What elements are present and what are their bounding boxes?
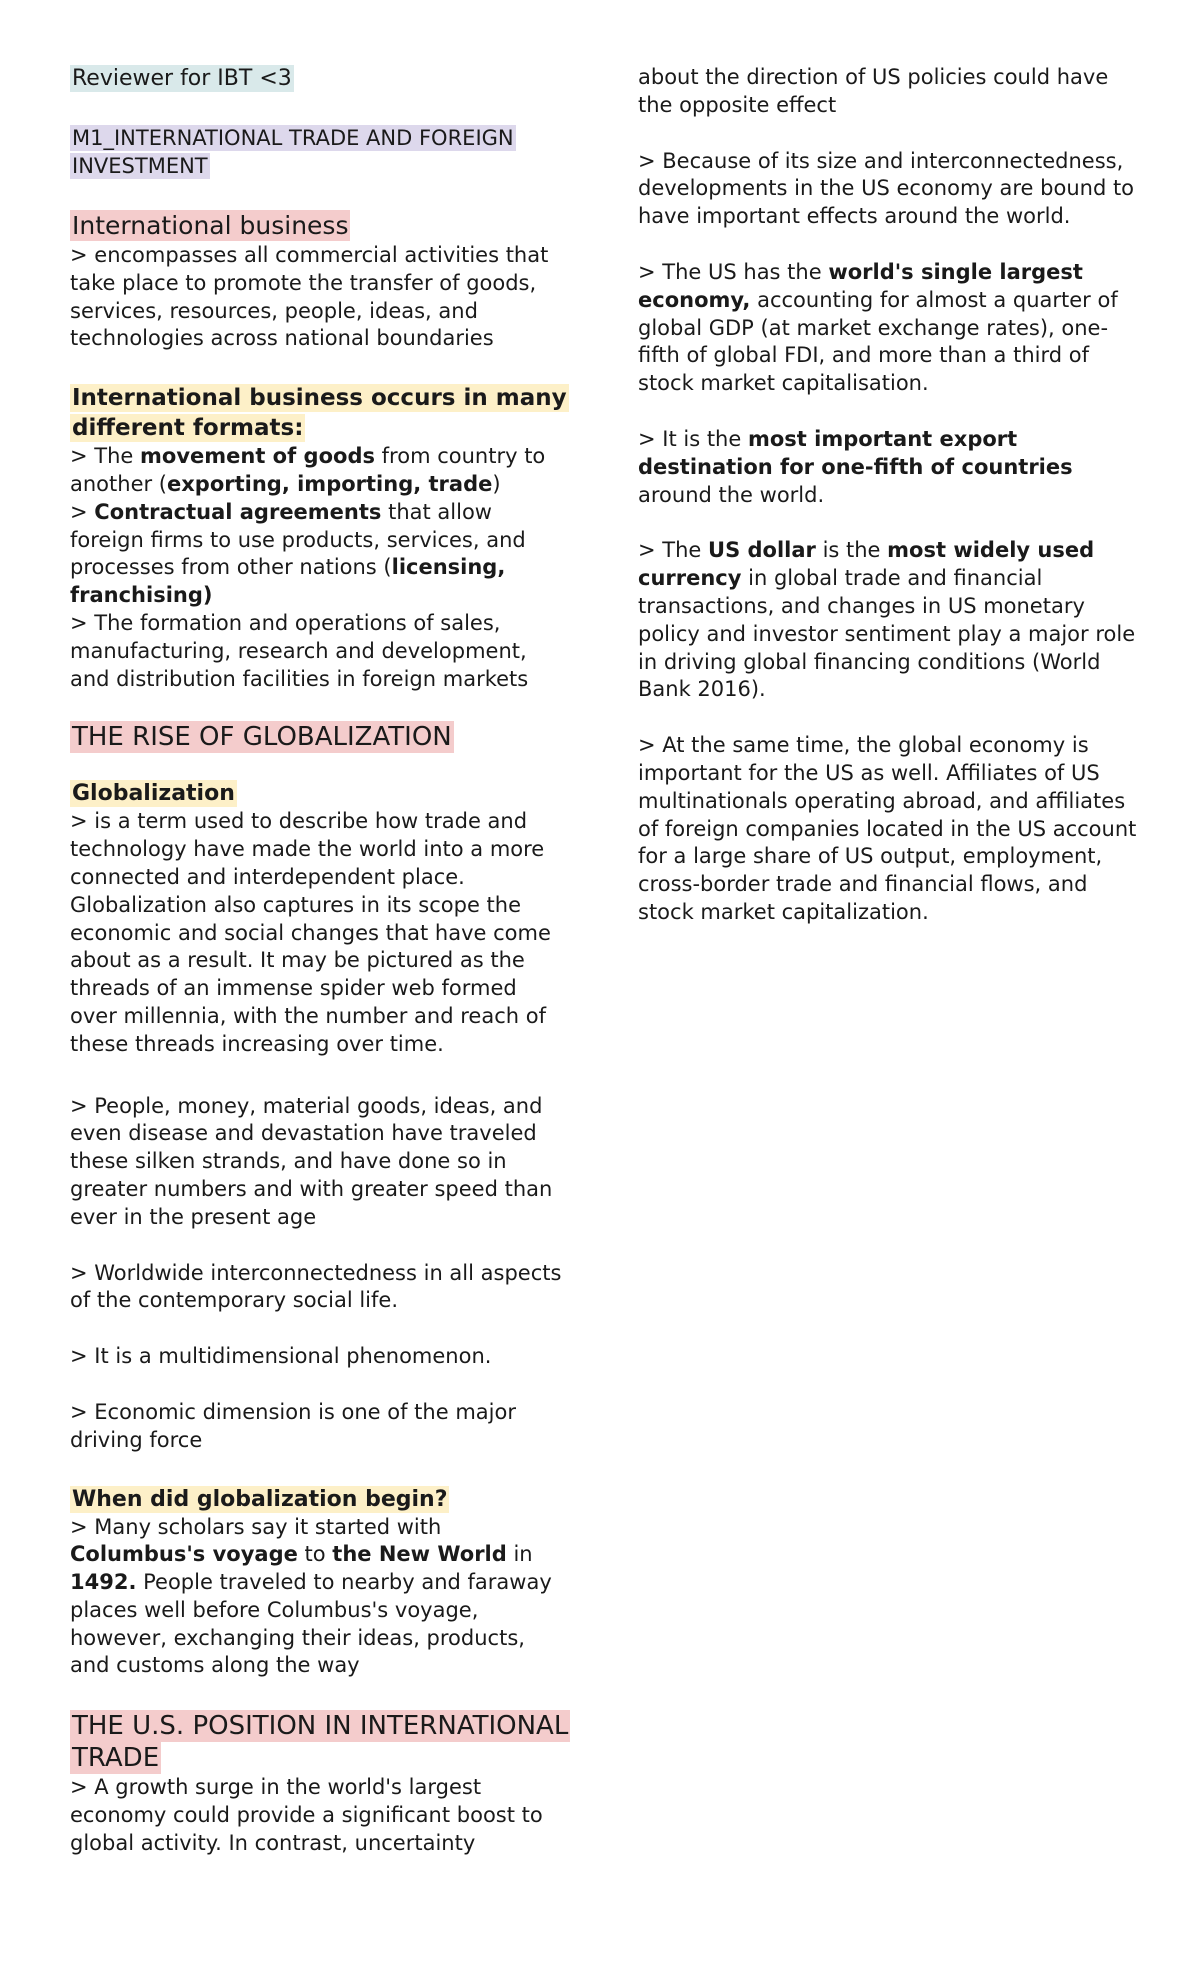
- bold-run: Columbus's voyage: [70, 1542, 298, 1567]
- format-item-contracts: [70, 499, 570, 610]
- text-run: > Many scholars say it started with: [70, 1514, 442, 1539]
- format-item-facilities: > The formation and operations of sales, manufacturing, research and development, and distribution facilities in foreign markets: [70, 610, 529, 691]
- begin-heading: [70, 1485, 570, 1514]
- bold-run: Contractual agreements: [94, 499, 382, 524]
- text-run: ): [492, 471, 501, 496]
- bold-run: most widely used currency: [638, 538, 1095, 591]
- globalization-definition: > is a term used to describe how trade and technology have made the world into a more connected and interdependent place. Globalization also captures in its scope the economic and social changes that have come about as a result. It may be pictured as the threads of an immense spider web formed over millennia, with the number and reach of these threads increasing over time.: [70, 809, 551, 1056]
- document-title: [70, 64, 570, 94]
- text-run: from country to another (: [70, 444, 546, 496]
- right-column: [638, 64, 1138, 927]
- ib-heading: [70, 210, 570, 242]
- text-run: >: [70, 499, 95, 524]
- globalization-paragraph: > People, money, material goods, ideas, and even disease and devastation have traveled these silken strands, and have done so in greater numbers and with greater speed than ever in the present age: [70, 1093, 553, 1229]
- rise-heading: [70, 721, 570, 753]
- text-run: is the: [815, 538, 888, 563]
- text-run: > The: [70, 444, 141, 469]
- text-run: in: [506, 1542, 533, 1567]
- left-column: [70, 64, 570, 1858]
- us-position-heading-text: THE U.S. POSITION IN INTERNATIONAL TRADE: [72, 1711, 569, 1774]
- module-heading-text: M1_INTERNATIONAL TRADE AND FOREIGN INVESTMENT: [72, 126, 514, 178]
- ib-heading-text: International business: [72, 211, 349, 240]
- bold-run: US dollar: [708, 538, 816, 563]
- text-run: around the world.: [638, 482, 825, 507]
- text-run: in global trade and financial transactions, and changes in US monetary policy and investor sentiment play a major role in driving global financing conditions (World Bank 2016).: [638, 566, 1136, 702]
- bold-run: exporting, importing, trade: [167, 471, 493, 496]
- bold-run: most important export destination for one-fifth of countries: [638, 426, 1073, 479]
- ib-definition: > encompasses all commercial activities that take place to promote the transfer of goods, services, resources, people, ideas, and technologies across national boundaries: [70, 243, 549, 351]
- bold-run: the New World: [332, 1542, 507, 1567]
- globalization-paragraph: > Worldwide interconnectedness in all aspects of the contemporary social life.: [70, 1260, 562, 1313]
- bold-run: movement of goods: [140, 444, 375, 469]
- us-paragraph: > At the same time, the global economy is important for the US as well. Affiliates of US multinationals operating abroad, and affiliates of foreign companies located in the US account for a large share of US output, employment, cross-border trade and financial flows, and stock market capitalization.: [638, 733, 1137, 924]
- globalization-paragraph: > It is a multidimensional phenomenon.: [70, 1344, 492, 1369]
- us-paragraph: [638, 426, 1138, 509]
- document-title-text: Reviewer for IBT <3: [72, 66, 292, 91]
- globalization-paragraph: > Economic dimension is one of the major driving force: [70, 1399, 516, 1452]
- globalization-heading: [70, 779, 570, 808]
- begin-paragraph: [70, 1514, 570, 1681]
- us-paragraph: [638, 259, 1138, 398]
- us-paragraph: > A growth surge in the world's largest economy could provide a significant boost to global activity. In contrast, uncertainty: [70, 1775, 543, 1855]
- rise-heading-text: THE RISE OF GLOBALIZATION: [72, 722, 452, 753]
- text-run: People traveled to nearby and faraway places well before Columbus's voyage, however, exchanging their ideas, products, and customs along the way: [70, 1570, 552, 1678]
- globalization-heading-text: Globalization: [72, 781, 235, 807]
- text-run: accounting for almost a quarter of global GDP (at market exchange rates), one-fifth of global FDI, and more than a third of stock market capitalisation.: [638, 287, 1118, 396]
- text-run: > It is the: [638, 426, 748, 451]
- us-paragraph: [638, 537, 1138, 704]
- us-position-heading: [70, 1710, 570, 1774]
- module-heading: [70, 124, 570, 180]
- formats-heading-text: International business occurs in many different formats:: [72, 385, 567, 442]
- text-run: to: [297, 1542, 333, 1567]
- bold-run: licensing, franchising): [70, 555, 506, 608]
- begin-heading-text: When did globalization begin?: [72, 1486, 448, 1512]
- text-run: > The US has the: [638, 259, 829, 284]
- bold-run: world's single largest economy,: [638, 259, 1083, 312]
- text-run: > The: [638, 538, 709, 563]
- format-item-goods: [70, 443, 570, 499]
- us-paragraph-continued: about the direction of US policies could have the opposite effect: [638, 65, 1109, 117]
- us-paragraph: > Because of its size and interconnectedness, developments in the US economy are bound to have important effects around the world.: [638, 148, 1135, 229]
- bold-run: 1492.: [70, 1570, 137, 1595]
- formats-heading: [70, 383, 570, 443]
- text-run: that allow foreign firms to use products, services, and processes from other nations (: [70, 499, 526, 580]
